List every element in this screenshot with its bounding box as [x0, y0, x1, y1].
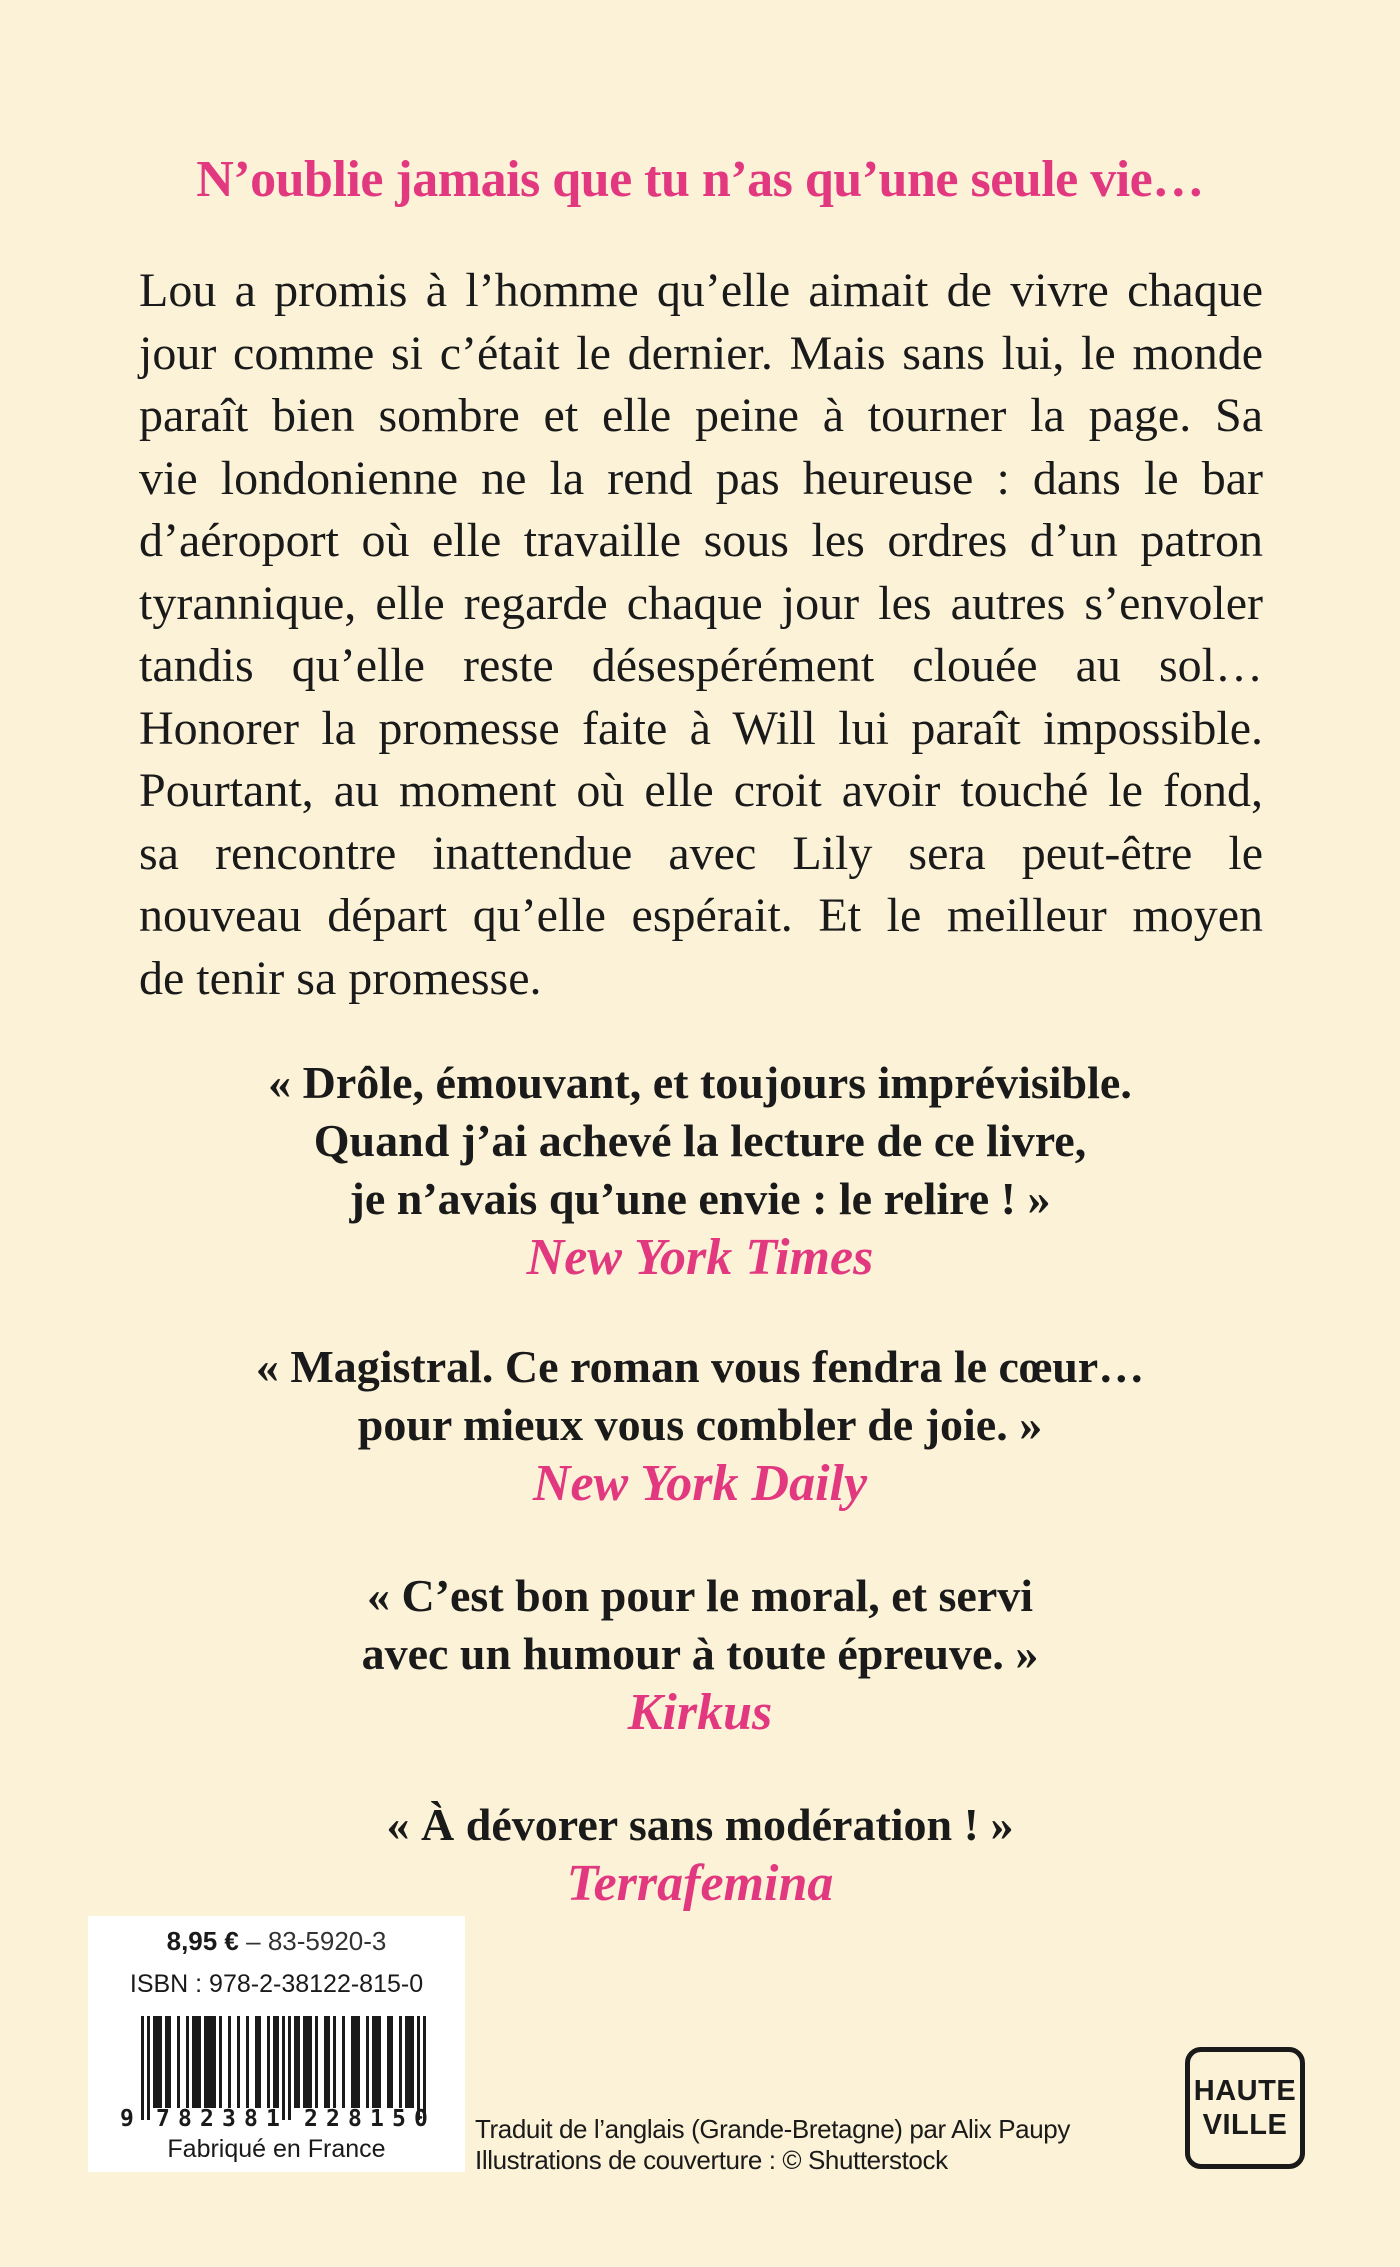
blurb-line: Lou a promis à l’homme qu’elle aimait de vivre chaque [139, 264, 1263, 317]
ean-digit: 3 [222, 2106, 236, 2132]
price-row [88, 1926, 465, 1957]
quote-source: New York Times [526, 1229, 874, 1286]
blurb-line: paraît bien sombre et elle peine à tourner la page. Sa [139, 389, 1263, 442]
blurb-line: tyrannique, elle regarde chaque jour les autres s’envoler [139, 576, 1263, 630]
isbn: ISBN : 978-2-38122-815-0 [129, 1970, 424, 1998]
review-quote-ny-daily [0, 1338, 1400, 1514]
ean-digit: 9 [120, 2106, 134, 2132]
quote-line: « Drôle, émouvant, et toujours imprévisible. [268, 1057, 1132, 1108]
product-code: 83-5920-3 [267, 1926, 387, 1956]
review-quote-kirkus [0, 1567, 1400, 1743]
barcode-icon [141, 2016, 436, 2120]
ean-digit: 2 [326, 2106, 340, 2132]
blurb-line: Honorer la promesse faite à Will lui paraît impossible. [139, 701, 1263, 755]
blurb-line: vie londonienne ne la rend pas heureuse : dans le bar [139, 451, 1263, 505]
blurb-line: de tenir sa promesse. [139, 951, 542, 1005]
review-quote-nyt [0, 1054, 1400, 1288]
quote-line: Quand j’ai achevé la lecture de ce livre, [313, 1115, 1087, 1166]
quote-source: New York Daily [532, 1455, 868, 1512]
publisher-logo-line1: HAUTE [1193, 2075, 1297, 2107]
quote-line: « Magistral. Ce roman vous fendra le cœur… [255, 1341, 1145, 1392]
price-separator: – [238, 1926, 268, 1956]
blurb-line: sa rencontre inattendue avec Lily sera peut-être le [139, 826, 1263, 880]
ean-digit: 2 [304, 2106, 318, 2132]
translation-credit: Traduit de l’anglais (Grande-Bretagne) par Alix Paupy [475, 2114, 1070, 2144]
made-in-label: Fabriqué en France [167, 2135, 386, 2163]
ean-digit: 2 [200, 2106, 214, 2132]
quote-line: avec un humour à toute épreuve. » [361, 1628, 1039, 1679]
ean-digit: 1 [370, 2106, 384, 2132]
ean-digit: 8 [244, 2106, 258, 2132]
illustration-credit: Illustrations de couverture : © Shutterstock [475, 2145, 948, 2175]
back-cover-blurb [139, 260, 1263, 1010]
blurb-line: Pourtant, au moment où elle croit avoir touché le fond, [139, 764, 1263, 817]
credits [475, 2114, 1070, 2176]
ean-digit: 1 [266, 2106, 280, 2132]
quote-source: Terrafemina [566, 1855, 834, 1912]
quote-source: Kirkus [627, 1684, 773, 1741]
ean-digit: 7 [156, 2106, 170, 2132]
quote-line: « À dévorer sans modération ! » [386, 1799, 1014, 1850]
ean-digit: 5 [392, 2106, 406, 2132]
price: 8,95 € [166, 1926, 239, 1956]
blurb-line: d’aéroport où elle travaille sous les ordres d’un patron [139, 514, 1263, 567]
ean-digit: 0 [414, 2106, 428, 2132]
blurb-line: jour comme si c’était le dernier. Mais sans lui, le monde [139, 326, 1263, 380]
review-quote-terrafemina [0, 1796, 1400, 1914]
publisher-logo-line2: VILLE [1202, 2109, 1288, 2141]
ean-digit: 8 [178, 2106, 192, 2132]
publisher-logo [1185, 2047, 1305, 2169]
ean-digit: 8 [348, 2106, 362, 2132]
quote-line: « C’est bon pour le moral, et servi [366, 1570, 1034, 1621]
blurb-line: tandis qu’elle reste désespérément clouée au sol… [139, 639, 1263, 692]
blurb-line: nouveau départ qu’elle espérait. Et le meilleur moyen [139, 889, 1263, 942]
barcode-panel [88, 1916, 465, 2172]
tagline: N’oublie jamais que tu n’as qu’une seule vie… [196, 151, 1204, 208]
quote-line: je n’avais qu’une envie : le relire ! » [349, 1173, 1051, 1224]
quote-line: pour mieux vous combler de joie. » [357, 1399, 1043, 1450]
